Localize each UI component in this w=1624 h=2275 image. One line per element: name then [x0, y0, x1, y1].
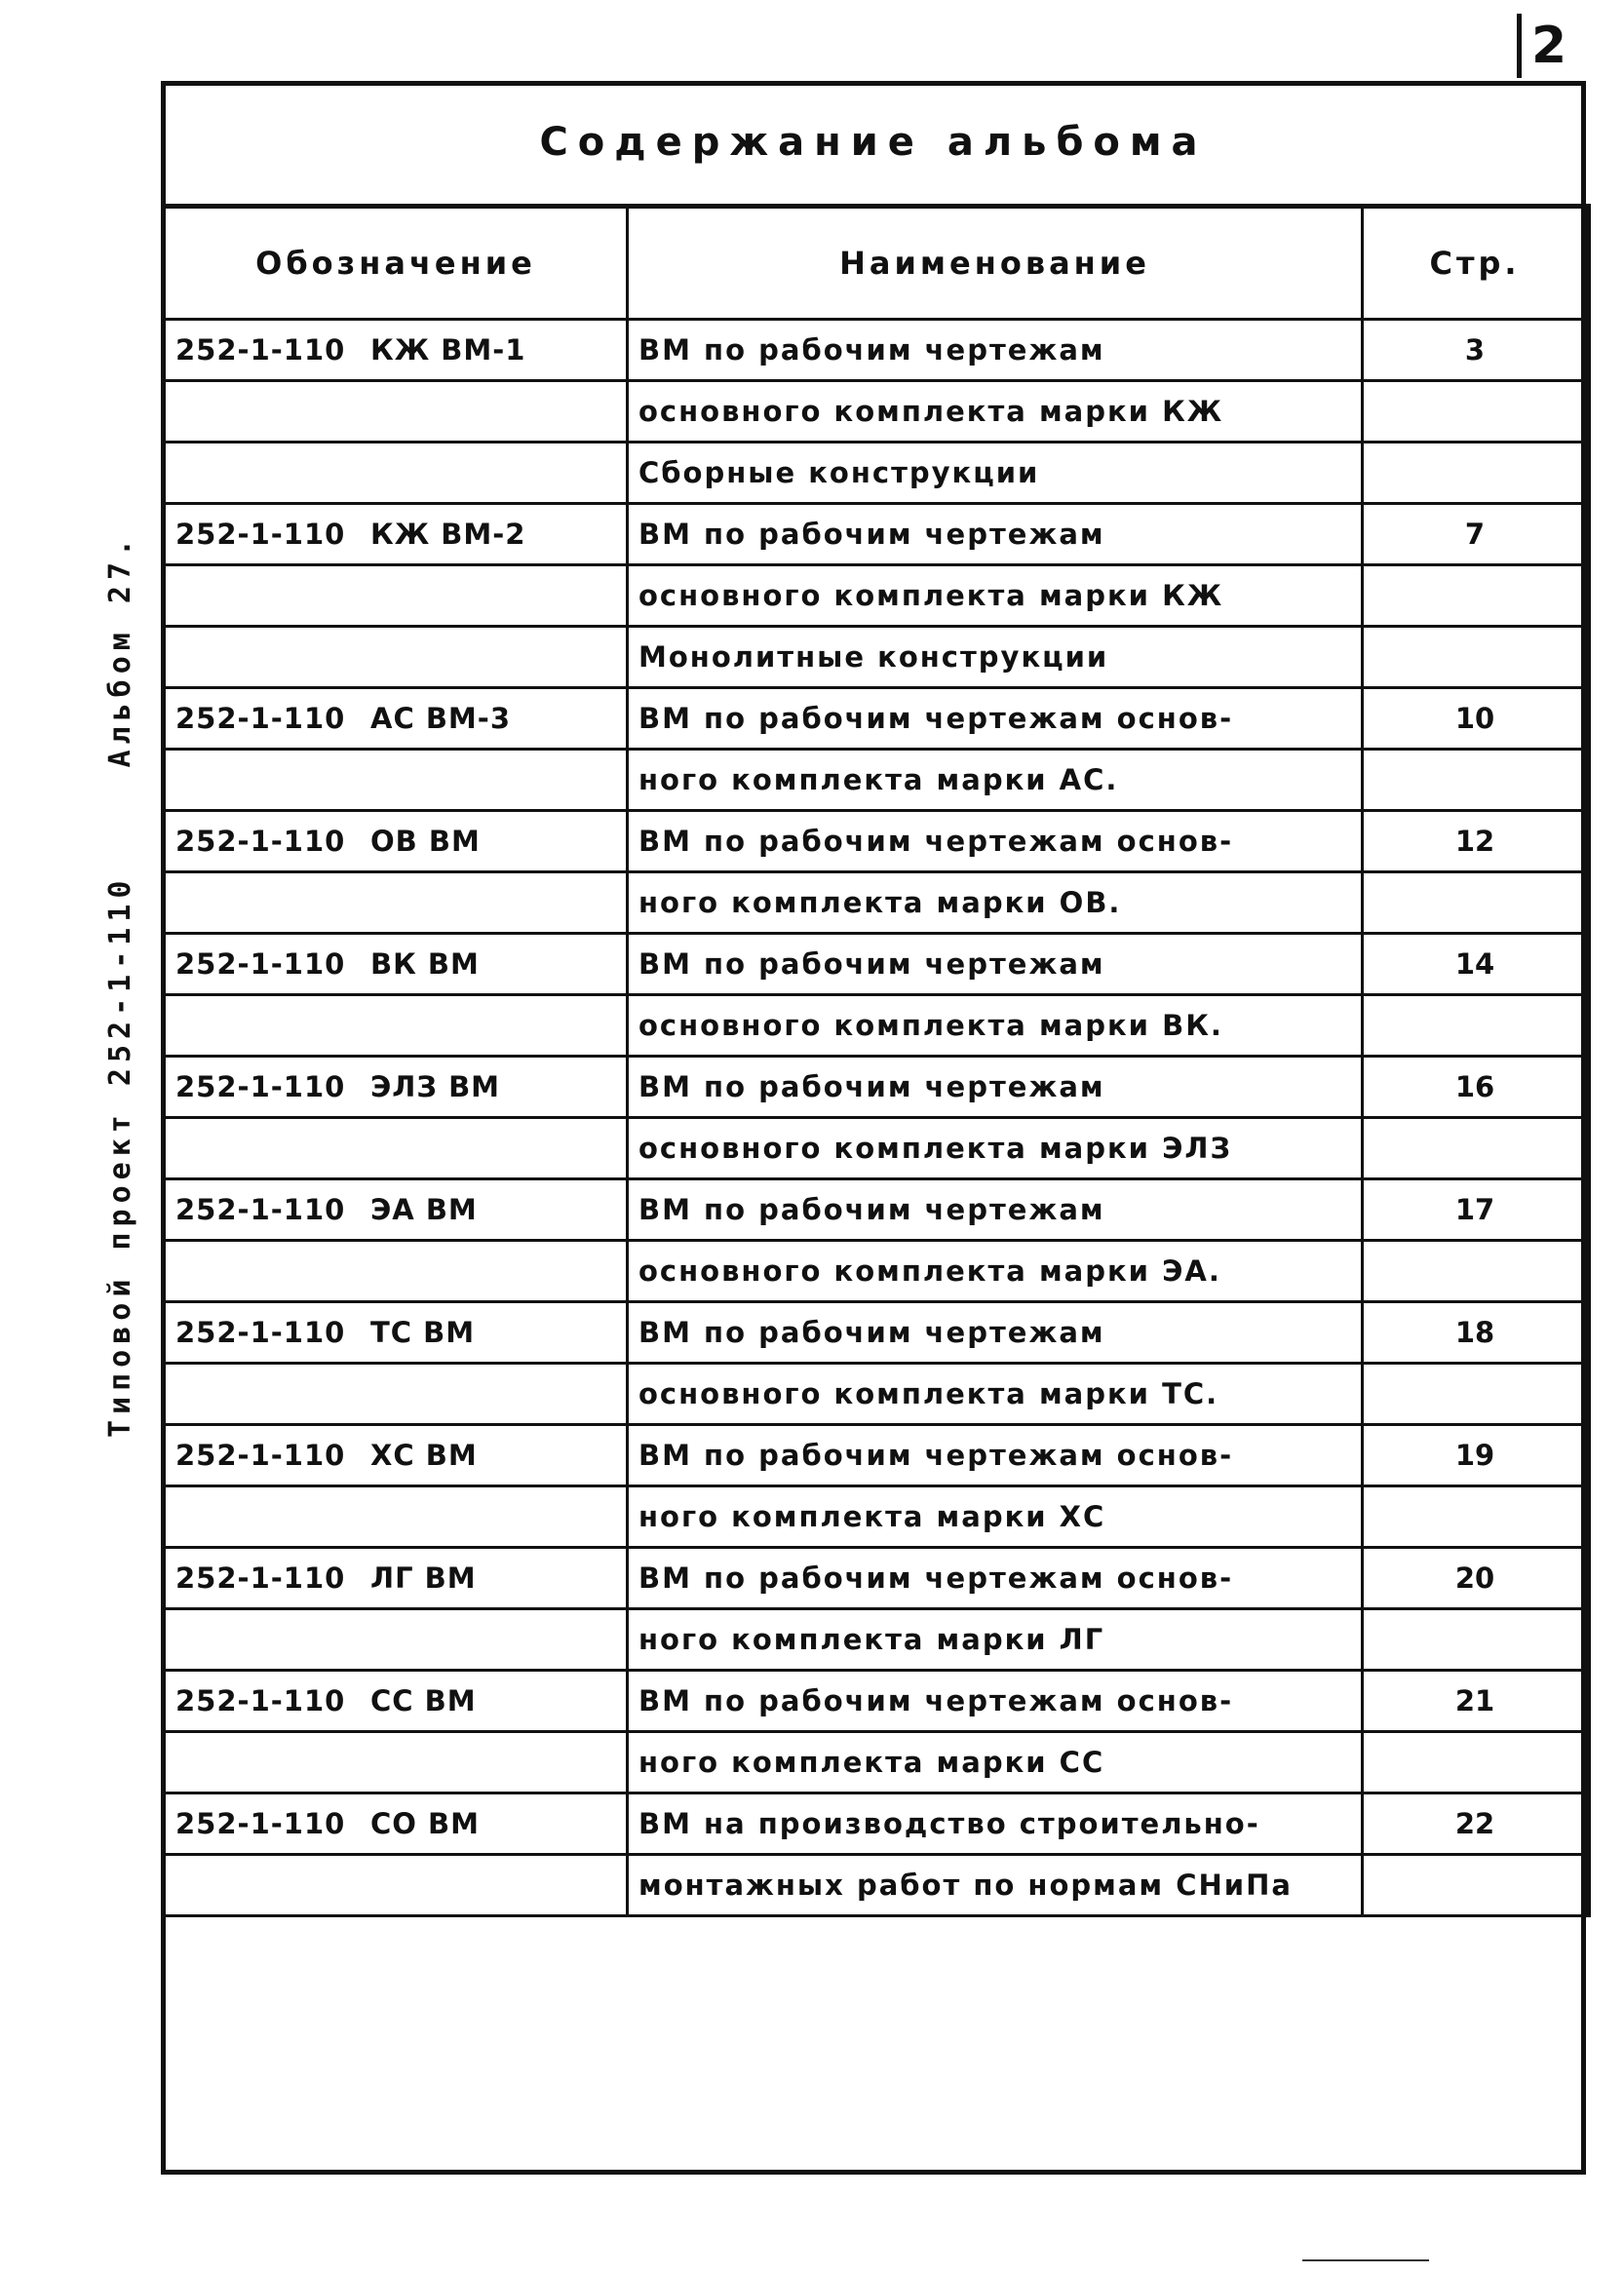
name-cell: ВМ по рабочим чертежам — [628, 504, 1363, 565]
table-row — [164, 872, 1589, 934]
name-cell: ного комплекта марки СС — [628, 1732, 1363, 1793]
designation-mark: ЭЛЗ ВМ — [370, 1070, 501, 1103]
page-cell: 10 — [1363, 688, 1589, 750]
designation-mark: ТС ВМ — [370, 1316, 476, 1349]
table-row — [164, 443, 1589, 504]
table-header-row — [164, 207, 1589, 320]
designation-cell — [164, 872, 628, 934]
album-title: Содержание альбома — [539, 120, 1208, 165]
designation-cell — [164, 1671, 628, 1732]
designation-cell — [164, 1425, 628, 1486]
page-cell — [1363, 1241, 1589, 1302]
designation-mark: КЖ ВМ-1 — [370, 333, 526, 366]
name-cell: Сборные конструкции — [628, 443, 1363, 504]
name-cell: основного комплекта марки КЖ — [628, 565, 1363, 627]
name-cell: основного комплекта марки КЖ — [628, 381, 1363, 443]
contents-table — [161, 204, 1591, 1917]
name-cell: монтажных работ по нормам СНиПа — [628, 1855, 1363, 1916]
page-cell — [1363, 381, 1589, 443]
page-cell: 21 — [1363, 1671, 1589, 1732]
name-cell: ВМ по рабочим чертежам — [628, 1057, 1363, 1118]
bottom-mark — [1302, 2259, 1429, 2261]
designation-cell — [164, 1302, 628, 1364]
name-cell: ВМ по рабочим чертежам основ- — [628, 688, 1363, 750]
designation-cell — [164, 504, 628, 565]
page-cell — [1363, 1486, 1589, 1548]
side-caption-project: Типовой проект 252-1-110 — [103, 874, 137, 1438]
page-number: 2 — [1517, 14, 1600, 78]
designation-cell — [164, 1057, 628, 1118]
designation-code: 252-1-110 — [175, 1316, 346, 1349]
name-cell: основного комплекта марки ВК. — [628, 995, 1363, 1057]
designation-code: 252-1-110 — [175, 333, 346, 366]
page-cell — [1363, 1855, 1589, 1916]
name-cell: ного комплекта марки ОВ. — [628, 872, 1363, 934]
table-row — [164, 688, 1589, 750]
table-row — [164, 1425, 1589, 1486]
designation-code: 252-1-110 — [175, 702, 346, 735]
designation-code: 252-1-110 — [175, 1807, 346, 1840]
table-row — [164, 1855, 1589, 1916]
name-cell: ВМ по рабочим чертежам — [628, 320, 1363, 381]
designation-mark: АС ВМ-3 — [370, 702, 511, 735]
name-cell: Монолитные конструкции — [628, 627, 1363, 688]
designation-cell — [164, 320, 628, 381]
page-cell — [1363, 1732, 1589, 1793]
designation-mark: ВК ВМ — [370, 947, 480, 981]
page-cell — [1363, 443, 1589, 504]
page-cell — [1363, 1364, 1589, 1425]
designation-cell — [164, 1241, 628, 1302]
page-cell — [1363, 1118, 1589, 1179]
designation-cell — [164, 1548, 628, 1609]
page-cell: 18 — [1363, 1302, 1589, 1364]
table-row — [164, 995, 1589, 1057]
table-row — [164, 1302, 1589, 1364]
table-row — [164, 1118, 1589, 1179]
designation-cell — [164, 627, 628, 688]
name-cell: ВМ на производство строительно- — [628, 1793, 1363, 1855]
designation-cell — [164, 1118, 628, 1179]
designation-cell — [164, 995, 628, 1057]
page-cell: 7 — [1363, 504, 1589, 565]
designation-cell — [164, 1486, 628, 1548]
table-row — [164, 1732, 1589, 1793]
designation-mark: СО ВМ — [370, 1807, 480, 1840]
name-cell: ВМ по рабочим чертежам — [628, 934, 1363, 995]
page-cell: 14 — [1363, 934, 1589, 995]
designation-mark: ЛГ ВМ — [370, 1562, 477, 1595]
designation-mark: СС ВМ — [370, 1684, 477, 1717]
name-cell: ВМ по рабочим чертежам основ- — [628, 811, 1363, 872]
page-cell — [1363, 565, 1589, 627]
designation-mark: ХС ВМ — [370, 1439, 478, 1472]
page-cell: 22 — [1363, 1793, 1589, 1855]
designation-code: 252-1-110 — [175, 1439, 346, 1472]
table-row — [164, 1486, 1589, 1548]
table-row — [164, 381, 1589, 443]
name-cell: ного комплекта марки ХС — [628, 1486, 1363, 1548]
designation-code: 252-1-110 — [175, 518, 346, 551]
designation-code: 252-1-110 — [175, 1070, 346, 1103]
designation-cell — [164, 1364, 628, 1425]
table-row — [164, 1057, 1589, 1118]
designation-code: 252-1-110 — [175, 1562, 346, 1595]
page-cell — [1363, 1609, 1589, 1671]
designation-cell — [164, 1732, 628, 1793]
designation-mark: КЖ ВМ-2 — [370, 518, 526, 551]
page-cell: 12 — [1363, 811, 1589, 872]
name-cell: ВМ по рабочим чертежам — [628, 1179, 1363, 1241]
designation-cell — [164, 1179, 628, 1241]
contents-rows — [164, 320, 1589, 1916]
name-cell: ВМ по рабочим чертежам — [628, 1302, 1363, 1364]
page-cell: 20 — [1363, 1548, 1589, 1609]
header-name: Наименование — [628, 207, 1363, 320]
table-row — [164, 1241, 1589, 1302]
table-row — [164, 1179, 1589, 1241]
table-row — [164, 750, 1589, 811]
name-cell: ВМ по рабочим чертежам основ- — [628, 1548, 1363, 1609]
page-cell — [1363, 872, 1589, 934]
designation-cell — [164, 1609, 628, 1671]
name-cell: ВМ по рабочим чертежам основ- — [628, 1671, 1363, 1732]
designation-cell — [164, 1855, 628, 1916]
page-cell — [1363, 750, 1589, 811]
side-caption — [103, 366, 137, 1438]
designation-cell — [164, 688, 628, 750]
designation-cell — [164, 565, 628, 627]
header-page: Стр. — [1363, 207, 1589, 320]
table-row — [164, 1609, 1589, 1671]
name-cell: ного комплекта марки АС. — [628, 750, 1363, 811]
table-row — [164, 320, 1589, 381]
table-row — [164, 1671, 1589, 1732]
designation-code: 252-1-110 — [175, 1193, 346, 1226]
designation-cell — [164, 811, 628, 872]
table-row — [164, 1364, 1589, 1425]
designation-code: 252-1-110 — [175, 825, 346, 858]
name-cell: основного комплекта марки ТС. — [628, 1364, 1363, 1425]
page-cell — [1363, 627, 1589, 688]
designation-cell — [164, 1793, 628, 1855]
table-row — [164, 565, 1589, 627]
table-row — [164, 627, 1589, 688]
designation-cell — [164, 934, 628, 995]
table-row — [164, 1548, 1589, 1609]
name-cell: ВМ по рабочим чертежам основ- — [628, 1425, 1363, 1486]
table-row — [164, 1793, 1589, 1855]
designation-cell — [164, 443, 628, 504]
designation-code: 252-1-110 — [175, 1684, 346, 1717]
name-cell: основного комплекта марки ЭА. — [628, 1241, 1363, 1302]
page-cell: 3 — [1363, 320, 1589, 381]
page-cell: 16 — [1363, 1057, 1589, 1118]
designation-cell — [164, 750, 628, 811]
page-cell: 19 — [1363, 1425, 1589, 1486]
page-cell: 17 — [1363, 1179, 1589, 1241]
designation-mark: ОВ ВМ — [370, 825, 481, 858]
header-designation: Обозначение — [164, 207, 628, 320]
designation-cell — [164, 381, 628, 443]
name-cell: основного комплекта марки ЭЛЗ — [628, 1118, 1363, 1179]
name-cell: ного комплекта марки ЛГ — [628, 1609, 1363, 1671]
side-caption-album: Альбом 27. — [103, 532, 137, 768]
designation-code: 252-1-110 — [175, 947, 346, 981]
table-row — [164, 934, 1589, 995]
table-row — [164, 811, 1589, 872]
page-cell — [1363, 995, 1589, 1057]
designation-mark: ЭА ВМ — [370, 1193, 478, 1226]
table-row — [164, 504, 1589, 565]
